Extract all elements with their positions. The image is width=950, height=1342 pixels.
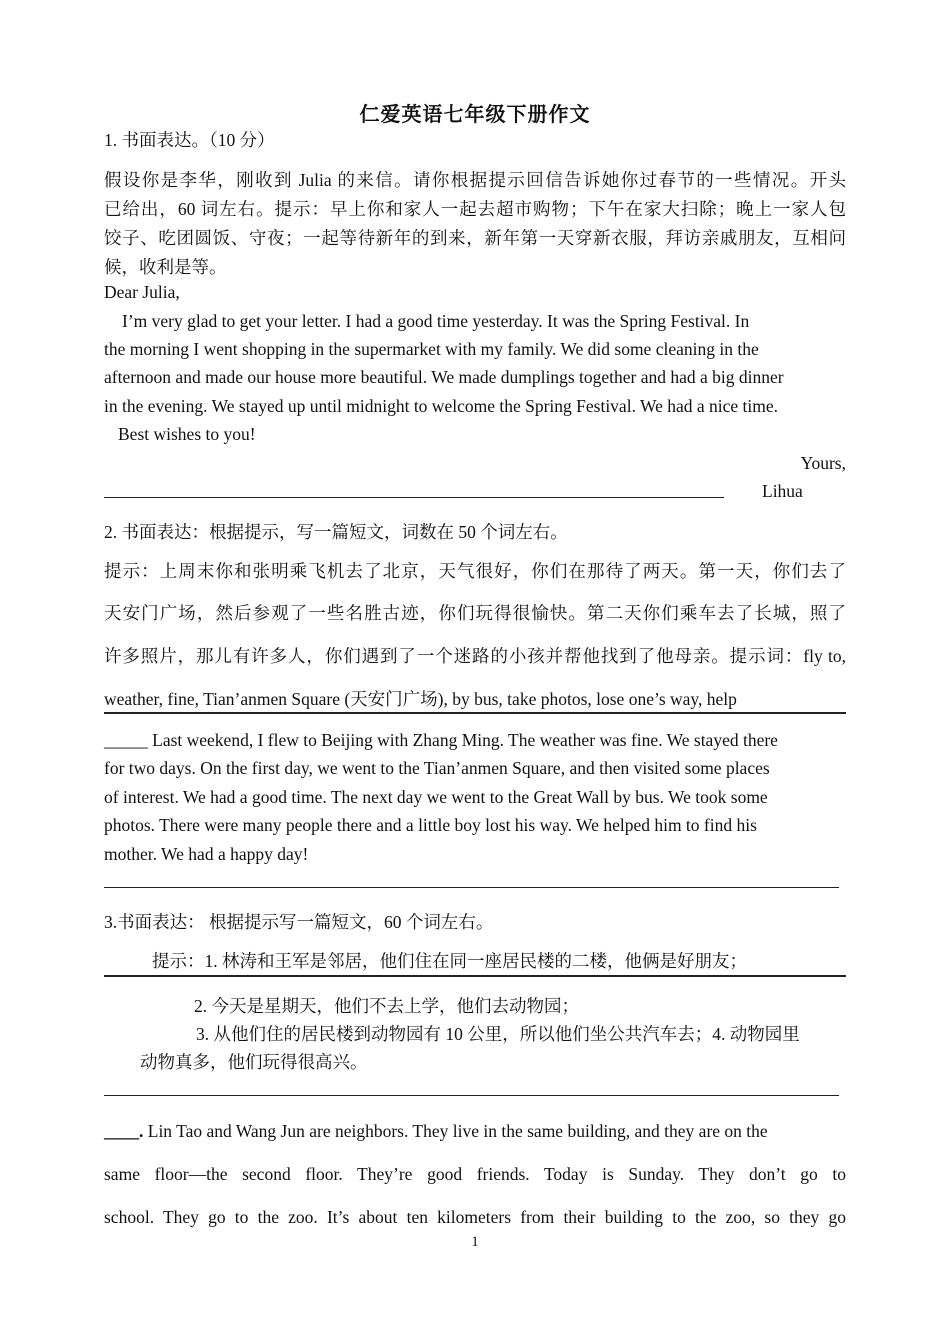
letter-closing: Yours, [800, 453, 846, 473]
letter-wishes: Best wishes to you! [118, 424, 256, 444]
q2-prompt-line: 许多照片，那儿有许多人，你们遇到了一个迷路的小孩并帮他找到了他母亲。提示词：fly to, [104, 646, 846, 666]
page-number: 1 [471, 1234, 479, 1250]
q1-prompt-line: 饺子、吃团圆饭、守夜；一起等待新年的到来，新年第一天穿新衣服，拜访亲戚朋友，互相问 [104, 228, 846, 248]
answer-line [104, 497, 724, 498]
q2-answer-line: _____ Last weekend, I flew to Beijing with Zhang Ming. The weather was fine. We stayed there [104, 730, 778, 750]
q2-prompt-line: weather, fine, Tian’anmen Square (天安门广场), by bus, take photos, lose one’s way, help [104, 689, 737, 709]
document-title: 仁爱英语七年级下册作文 [359, 104, 591, 126]
letter-body-line: I’m very glad to get your letter. I had a good time yesterday. It was the Spring Festival. In [122, 311, 750, 331]
letter-body-line: afternoon and made our house more beautiful. We made dumplings together and had a big dinner [104, 367, 784, 387]
answer-line [104, 1095, 839, 1096]
q1-prompt-line: 已给出，60 词左右。提示：早上你和家人一起去超市购物；下午在家大扫除；晚上一家人包 [104, 199, 846, 219]
answer-blank: ____. [104, 1121, 144, 1141]
q2-prompt-line: 天安门广场，然后参观了一些名胜古迹，你们玩得很愉快。第二天你们乘车去了长城，照了 [104, 603, 846, 623]
q3-answer-line: same floor—the second floor. They’re good friends. Today is Sunday. They don’t go to [104, 1164, 846, 1184]
q3-heading: 3.书面表达： 根据提示写一篇短文，60 个词左右。 [104, 912, 494, 932]
letter-body-line: the morning I went shopping in the supermarket with my family. We did some cleaning in the [104, 339, 759, 359]
section-divider [104, 975, 846, 977]
q3-prompt-line: 3. 从他们住的居民楼到动物园有 10 公里，所以他们坐公共汽车去；4. 动物园里 [196, 1024, 800, 1044]
q3-answer-text: Lin Tao and Wang Jun are neighbors. They live in the same building, and they are on the [143, 1121, 768, 1141]
q3-prompt-line: 2. 今天是星期天，他们不去上学，他们去动物园； [194, 996, 579, 1016]
q3-answer-line: school. They go to the zoo. It’s about ten kilometers from their building to the zoo, so they go [104, 1207, 846, 1227]
q3-answer-line [104, 1121, 846, 1142]
q2-prompt-line: 提示：上周末你和张明乘飞机去了北京，天气很好，你们在那待了两天。第一天，你们去了 [104, 561, 846, 581]
q2-answer-line: for two days. On the first day, we went to the Tian’anmen Square, and then visited some places [104, 758, 770, 778]
q1-prompt-line: 假设你是李华，刚收到 Julia 的来信。请你根据提示回信告诉她你过春节的一些情况。开头 [104, 170, 846, 190]
letter-body-line: in the evening. We stayed up until midnight to welcome the Spring Festival. We had a nice time. [104, 396, 779, 416]
q3-prompt-line: 提示：1. 林涛和王军是邻居，他们住在同一座居民楼的二楼，他俩是好朋友； [152, 951, 747, 971]
q3-prompt-line: 动物真多，他们玩得很高兴。 [140, 1052, 368, 1072]
q1-prompt-line: 候，收利是等。 [104, 257, 227, 277]
letter-signature: Lihua [762, 481, 803, 501]
q2-answer-line: of interest. We had a good time. The next day we went to the Great Wall by bus. We took some [104, 787, 768, 807]
q2-heading: 2. 书面表达：根据提示，写一篇短文，词数在 50 个词左右。 [104, 522, 568, 542]
answer-line [104, 887, 839, 888]
q2-answer-line: photos. There were many people there and a little boy lost his way. We helped him to find his [104, 815, 757, 835]
q1-heading: 1. 书面表达。（10 分） [104, 130, 275, 150]
q2-answer-line: mother. We had a happy day! [104, 844, 309, 864]
section-divider [104, 712, 846, 714]
letter-salutation: Dear Julia, [104, 282, 180, 302]
